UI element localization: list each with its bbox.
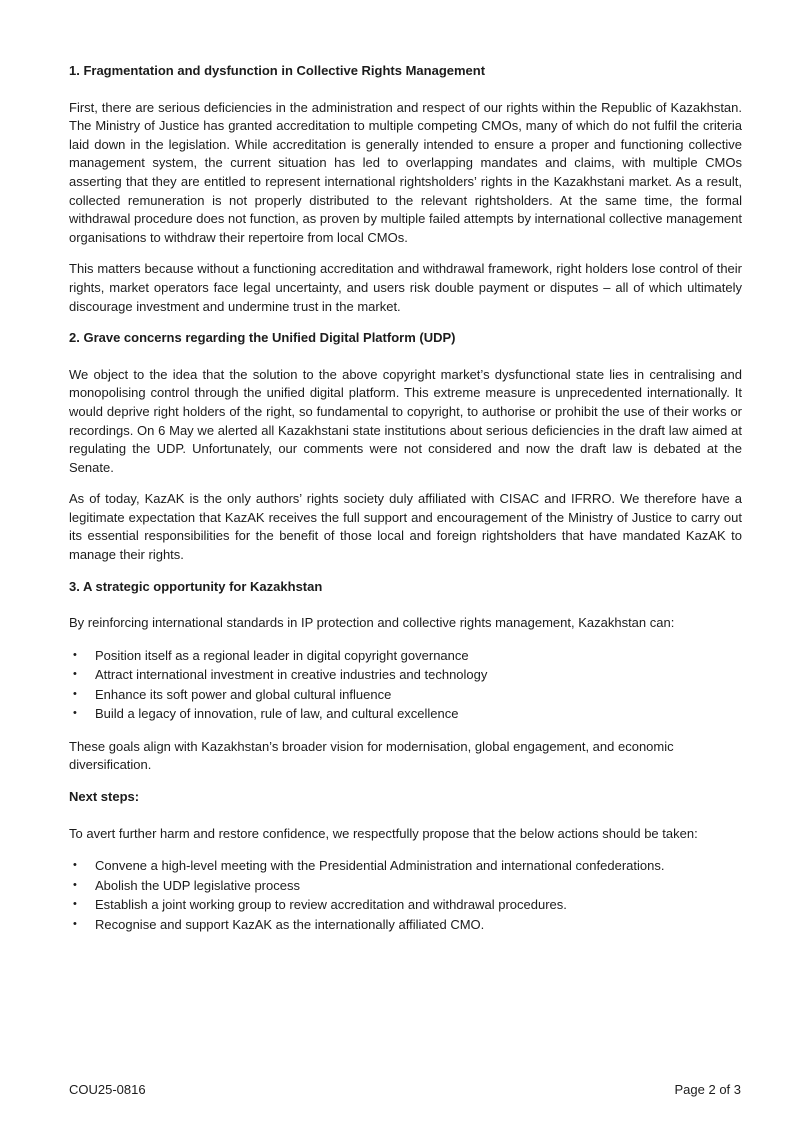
bullet-list-actions bbox=[69, 856, 742, 934]
bullet-icon: • bbox=[73, 898, 77, 911]
paragraph-reinforcing-intro: By reinforcing international standards in IP protection and collective rights management, Kazakhstan can: bbox=[69, 615, 675, 631]
list-item-text: Recognise and support KazAK as the internationally affiliated CMO. bbox=[95, 916, 485, 932]
bullet-icon: • bbox=[73, 687, 77, 700]
paragraph-we-object: We object to the idea that the solution to the above copyright market’s dysfunctional state lies in centralising and monopolising control through the unified digital platform. This extreme measure is unprecedented internationally. It would deprive right holders of the right, so fundamental to copyright, to authorise or prohibit the use of their works or recordings. On 6 May we alerted all Kazakhstani state institutions about serious deficiencies in the draft law aimed at regulating the UDP. Unfortunately, our comments were not considered and now the draft law is debated at the Senate. bbox=[69, 366, 742, 475]
bullet-icon: • bbox=[73, 648, 77, 661]
paragraph-deficiencies: First, there are serious deficiencies in the administration and respect of our rights within the Republic of Kazakhstan. The Ministry of Justice has granted accreditation to multiple competing CMOs, many of which do not fulfil the criteria laid down in the legislation. While accreditation is generally intended to ensure a proper and functioning collective management system, the current situation has led to overlapping mandates and claims, with multiple CMOs asserting that they are entitled to represent international rightsholders’ rights in the Kazakhstani market. As a result, collected remuneration is not properly distributed to the relevant rightsholders. At the same time, the formal withdrawal procedure does not function, as proven by multiple failed attempts by international collective management organisations to withdraw their repertoire from local CMOs. bbox=[69, 99, 742, 245]
list-item-recognise-kazak bbox=[69, 915, 742, 935]
bullet-list-opportunities bbox=[69, 646, 742, 724]
page-footer bbox=[69, 1082, 741, 1098]
section-heading-udp-concerns: 2. Grave concerns regarding the Unified Digital Platform (UDP) bbox=[69, 330, 456, 346]
list-item-text: Establish a joint working group to review accreditation and withdrawal procedures. bbox=[95, 897, 567, 913]
page-number: Page 2 of 3 bbox=[674, 1082, 741, 1097]
section-heading-strategic-opportunity: 3. A strategic opportunity for Kazakhstan bbox=[69, 578, 323, 594]
list-item-text: Enhance its soft power and global cultural influence bbox=[95, 686, 392, 702]
list-item-convene-meeting bbox=[69, 856, 742, 876]
list-item-text: Convene a high-level meeting with the Presidential Administration and international confederations. bbox=[95, 858, 665, 874]
list-item-working-group bbox=[69, 895, 742, 915]
bullet-icon: • bbox=[73, 859, 77, 872]
list-item-legacy bbox=[69, 704, 742, 724]
section-heading-next-steps: Next steps: bbox=[69, 789, 140, 805]
section-heading-fragmentation: 1. Fragmentation and dysfunction in Collective Rights Management bbox=[69, 63, 486, 78]
list-item-text: Build a legacy of innovation, rule of law, and cultural excellence bbox=[95, 706, 459, 722]
bullet-icon: • bbox=[73, 707, 77, 720]
paragraph-goals-align: These goals align with Kazakhstan’s broader vision for modernisation, global engagement, and economic diversification. bbox=[69, 738, 674, 773]
list-item-text: Attract international investment in creative industries and technology bbox=[95, 667, 488, 683]
paragraph-kazak-affiliation: As of today, KazAK is the only authors’ rights society duly affiliated with CISAC and IFRRO. We therefore have a legitimate expectation that KazAK receives the full support and encouragement of the Ministry of Justice to carry out its essential responsibilities for the benefit of those local and foreign rightsholders that have mandated KazAK to manage their rights. bbox=[69, 491, 742, 563]
bullet-icon: • bbox=[73, 668, 77, 681]
bullet-icon: • bbox=[73, 917, 77, 930]
document-body bbox=[69, 62, 742, 948]
bullet-icon: • bbox=[73, 878, 77, 891]
list-item-attract-investment bbox=[69, 665, 742, 685]
list-item-soft-power bbox=[69, 685, 742, 705]
list-item-text: Position itself as a regional leader in digital copyright governance bbox=[95, 647, 469, 663]
list-item-text: Abolish the UDP legislative process bbox=[95, 877, 300, 893]
document-reference: COU25-0816 bbox=[69, 1082, 146, 1097]
paragraph-avert-harm: To avert further harm and restore confidence, we respectfully propose that the below actions should be taken: bbox=[69, 825, 698, 841]
paragraph-this-matters: This matters because without a functioning accreditation and withdrawal framework, right holders lose control of their rights, market operators face legal uncertainty, and users risk double payment or disputes – all of which ultimately discourage investment and undermine trust in the market. bbox=[69, 261, 742, 314]
list-item-regional-leader bbox=[69, 646, 742, 666]
list-item-abolish-udp bbox=[69, 876, 742, 896]
